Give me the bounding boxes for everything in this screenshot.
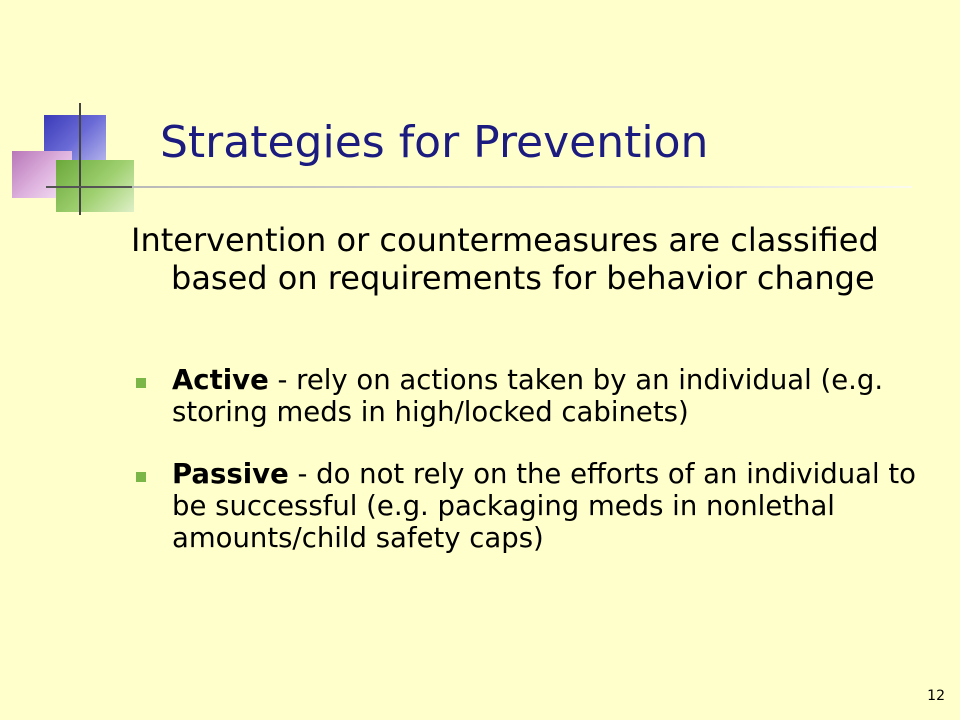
bullet-list bbox=[130, 364, 920, 584]
square-bullet-icon bbox=[136, 378, 146, 388]
bullet-text-active: - rely on actions taken by an individual (e.g. storing meds in high/locked cabinets) bbox=[172, 364, 884, 428]
bullet-lead-passive: Passive bbox=[172, 458, 289, 490]
title-underline bbox=[132, 186, 912, 188]
slide-title: Strategies for Prevention bbox=[160, 117, 709, 168]
bullet-item-passive bbox=[130, 458, 920, 554]
square-bullet-icon bbox=[136, 472, 146, 482]
bullet-text-passive: - do not rely on the efforts of an individual to be successful (e.g. packaging meds in nonlethal amounts/child safety caps) bbox=[172, 458, 916, 554]
slide-number: 12 bbox=[927, 688, 945, 704]
intro-paragraph: Intervention or countermeasures are classified based on requirements for behavior change bbox=[131, 221, 879, 297]
bullet-lead-active: Active bbox=[172, 364, 269, 396]
decorative-horizontal-line-short bbox=[46, 186, 146, 188]
bullet-item-active bbox=[130, 364, 920, 428]
decorative-vertical-line bbox=[79, 103, 81, 215]
